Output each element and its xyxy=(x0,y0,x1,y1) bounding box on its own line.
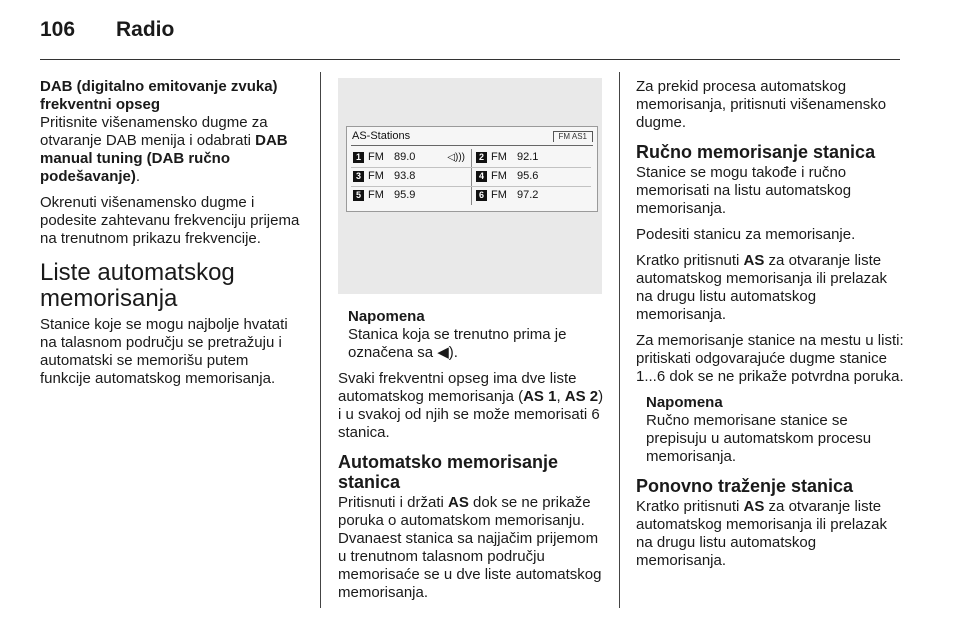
as-lists-comma: , xyxy=(556,388,565,405)
note-current-station xyxy=(338,308,604,362)
note-manual-overwrite xyxy=(636,394,904,466)
note-title: Napomena xyxy=(348,308,425,325)
preset-band-4: FM xyxy=(491,170,507,182)
column-2 xyxy=(338,78,604,610)
manual-store-heading: Ručno memorisanje stanica xyxy=(636,142,876,162)
preset-band-2: FM xyxy=(491,151,507,163)
manual-store-p4: Za memorisanje stanice na mestu u listi: pritiskati odgovarajuće dugme stanice 1...6 dok se ne prikaže potvrdna poruka. xyxy=(636,332,904,385)
preset-number-3: 3 xyxy=(353,171,364,182)
auto-store-heading: Automatsko memorisanje stanica xyxy=(338,452,559,492)
speaker-icon: ◁))) xyxy=(447,152,465,163)
manual-store-p3 xyxy=(636,252,904,324)
page-title: Radio xyxy=(116,18,175,41)
preset-number-1: 1 xyxy=(353,152,364,163)
as-lists-text-b: ) i u svakoj od njih se može memorisati 6 stanica. xyxy=(338,388,604,441)
preset-number-4: 4 xyxy=(476,171,487,182)
note-text: Ručno memorisane stanice se prepisuju u automatskom procesu memorisanja. xyxy=(646,412,872,465)
column-1 xyxy=(40,78,302,396)
preset-number-6: 6 xyxy=(476,190,487,201)
radio-display-image xyxy=(338,78,602,294)
manual-store-p1: Stanice se mogu takođe i ručno memorisati na listu automatskog memorisanja. xyxy=(636,164,852,217)
liste-paragraph: Stanice koje se mogu najbolje hvatati na talasnom području se pretražuju i automatski se memorišu putem funkcije automatskog memorisanja. xyxy=(40,316,288,387)
cancel-paragraph: Za prekid procesa automatskog memorisanja, pritisnuti višenamensko dugme. xyxy=(636,78,887,131)
preset-cell-1 xyxy=(351,149,469,166)
manual-store-p3-a: Kratko pritisnuti xyxy=(636,252,744,269)
preset-band-1: FM xyxy=(368,151,384,163)
column-3 xyxy=(636,78,904,578)
grid-divider xyxy=(471,149,472,205)
preset-band-6: FM xyxy=(491,189,507,201)
manual-store-p3-b: za otvaranje liste automatskog memorisanja ili prelazak na drugu listu automatskog memorisanja. xyxy=(636,252,887,323)
note-text-end: . xyxy=(453,344,458,361)
as-label: AS xyxy=(743,498,765,515)
preset-number-2: 2 xyxy=(476,152,487,163)
preset-freq-1: 89.0 xyxy=(394,151,416,163)
as-lists-text-a: Svaki frekventni opseg ima dve liste automatskog memorisanja ( xyxy=(338,370,577,405)
preset-freq-6: 97.2 xyxy=(517,189,539,201)
preset-freq-3: 93.8 xyxy=(394,170,416,182)
recall-heading: Ponovno traženje stanica xyxy=(636,476,854,496)
page-number: 106 xyxy=(40,18,76,41)
preset-cell-4 xyxy=(474,168,592,185)
preset-freq-5: 95.9 xyxy=(394,189,416,201)
screen-title: AS-Stations xyxy=(352,130,411,142)
dab-paragraph-1 xyxy=(40,114,302,186)
auto-store-text-b: dok se ne prikaže poruka o automatskom memorisanju. Dvanaest stanica sa najjačim prijemom u trenutnom talasnom području memorisaće se u dve liste automatskog memorisanja. xyxy=(338,494,602,601)
preset-band-3: FM xyxy=(368,170,384,182)
speaker-icon: ◀) xyxy=(437,344,454,361)
dab-heading: DAB (digitalno emitovanje zvuka) frekventni opseg xyxy=(40,78,278,113)
preset-freq-4: 95.6 xyxy=(517,170,539,182)
auto-store-text-a: Pritisnuti i držati xyxy=(338,494,449,511)
column-divider-1 xyxy=(320,72,321,608)
preset-number-5: 5 xyxy=(353,190,364,201)
as-lists-paragraph xyxy=(338,370,604,442)
preset-cell-2 xyxy=(474,149,592,166)
recall-paragraph xyxy=(636,498,904,570)
screen-title-line xyxy=(351,145,593,146)
manual-store-p2: Podesiti stanicu za memorisanje. xyxy=(636,226,856,243)
dab-menu-option: DAB manual tuning (DAB ručno podešavanje) xyxy=(40,132,288,185)
preset-freq-2: 92.1 xyxy=(517,151,539,163)
note-text xyxy=(348,326,604,362)
liste-heading: Liste automatskog memorisanja xyxy=(40,259,235,312)
header-rule xyxy=(40,59,900,60)
dab-p1-text: Pritisnite višenamensko dugme za otvaranje DAB menija i odabrati xyxy=(40,114,268,149)
as-label: AS xyxy=(743,252,765,269)
preset-cell-6 xyxy=(474,187,592,204)
auto-store-paragraph xyxy=(338,494,604,602)
note-text-body: Stanica koja se trenutno prima je označena sa xyxy=(348,326,567,361)
column-divider-2 xyxy=(619,72,620,608)
as2-label: AS 2 xyxy=(564,388,599,405)
note-title: Napomena xyxy=(646,394,723,411)
recall-text-a: Kratko pritisnuti xyxy=(636,498,744,515)
dab-p1-end: . xyxy=(135,168,141,185)
as-stations-screen xyxy=(346,126,598,212)
screen-tab: FM AS1 xyxy=(553,131,593,142)
as-label: AS xyxy=(448,494,469,511)
preset-cell-5 xyxy=(351,187,469,204)
preset-cell-3 xyxy=(351,168,469,185)
preset-band-5: FM xyxy=(368,189,384,201)
as1-label: AS 1 xyxy=(523,388,557,405)
dab-paragraph-2: Okrenuti višenamensko dugme i podesite zahtevanu frekvenciju prijema na trenutnom prikazu frekvencije. xyxy=(40,194,300,247)
recall-text-b: za otvaranje liste automatskog memorisanja ili prelazak na drugu listu automatskog memorisanja. xyxy=(636,498,887,569)
